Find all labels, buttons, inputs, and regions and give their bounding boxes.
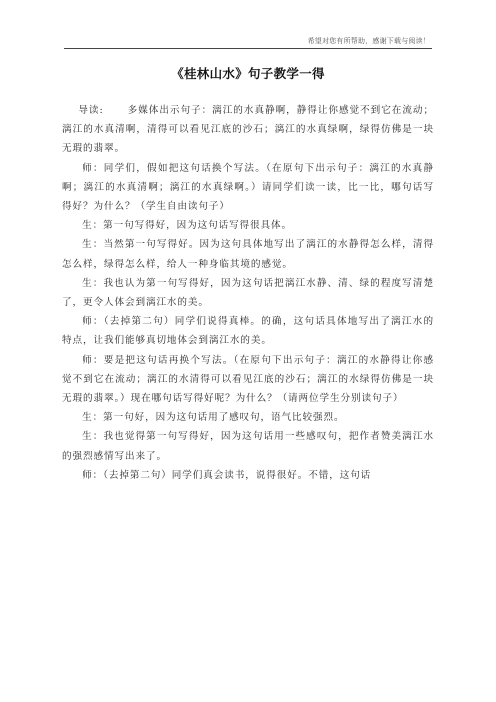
paragraph: 生：第一句好，因为这句话用了感叹句，语气比较强烈。 (82, 412, 345, 424)
lead-paragraph (62, 101, 434, 159)
lead-text: 多媒体出示句子：漓江的水真静啊，静得让你感觉不到它在流动；漓江的水真清啊，清得可以看见江底的沙石；漓江的水真绿啊，绿得仿佛是一块无瑕的翡翠。 (62, 105, 434, 155)
paragraph: 生：当然第一句写得好。因为这句具体地写出了漓江的水静得怎么样，清得怎么样，绿得怎么样，给人一种身临其境的感觉。 (62, 239, 434, 270)
paragraph: 生：我也认为第一句写得好，因为这句话把漓江水静、清、绿的程度写清楚了，更令人体会到漓江水的美。 (62, 277, 434, 309)
paragraph: 师：同学们，假如把这句话换个写法。（在原句下出示句子：漓江的水真静啊；漓江的水真清啊；漓江的水真绿啊。）请同学们读一读，比一比，哪句话写得好？为什么？（学生自由读句子） (62, 162, 434, 213)
document-title: 《桂林山水》句子教学一得 (171, 66, 325, 81)
paragraph: 生：我也觉得第一句写得好，因为这句话用一些感叹句，把作者赞美漓江水的强烈感情写出来了。 (62, 431, 434, 462)
header-note: 希望对您有所帮助，感谢下载与阅读！ (307, 37, 430, 45)
header-divider (64, 48, 432, 49)
paragraph: 师：要是把这句话再换个写法。（在原句下出示句子：漓江的水静得让你感觉不到它在流动；漓江的水清得可以看见江底的沙石；漓江的水绿得仿佛是一块无瑕的翡翠。）现在哪句话写得好呢？为什么？（请两位学生分别读句子） (62, 354, 434, 405)
lead-label: 导读: (78, 105, 104, 116)
paragraph: 生：第一句写得好，因为这句话写得很具体。 (82, 220, 293, 232)
paragraph: 师：（去掉第二句）同学们真会读书，说得很好。不错，这句话 (82, 469, 372, 481)
document-body (62, 101, 434, 485)
paragraph: 师：（去掉第二句）同学们说得真棒。的确，这句话具体地写出了漓江水的特点，让我们能够真切地体会到漓江水的美。 (62, 316, 434, 347)
